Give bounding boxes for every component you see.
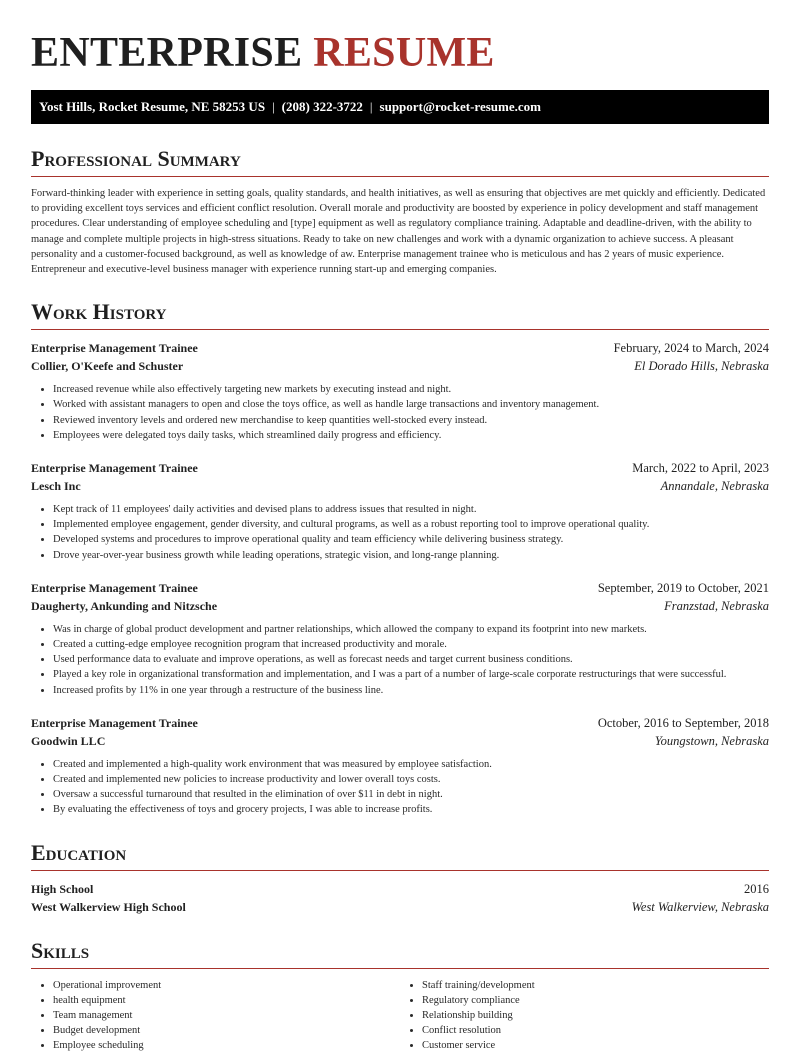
education-entry — [31, 880, 769, 916]
job-role: Enterprise Management Trainee — [31, 341, 198, 356]
list-item: • By evaluating the effectiveness of toys and grocery projects, I was able to increase profits. — [53, 802, 769, 817]
contact-phone: (208) 322-3722 — [281, 99, 363, 114]
resume-title — [31, 28, 769, 76]
job-header — [31, 459, 769, 477]
work-history-heading: Work History — [31, 299, 167, 325]
job-dates: September, 2019 to October, 2021 — [597, 580, 769, 595]
contact-separator: | — [272, 99, 275, 114]
list-item: • Kept track of 11 employees' daily activities and devised plans to address issues that resulted in night. — [53, 502, 769, 517]
list-item: • Played a key role in organizational transformation and implementation, and I was a part of a number of large-scale corporate restructurings that were successful. — [53, 667, 769, 682]
job-company: Daugherty, Ankunding and Nitzsche — [31, 598, 218, 613]
title-second-word: RESUME — [313, 30, 495, 76]
skill-item: • Team management — [53, 1008, 400, 1023]
contact-email[interactable]: support@rocket-resume.com — [379, 99, 541, 114]
skill-item: • Employee scheduling — [53, 1038, 400, 1053]
job-dates: October, 2016 to September, 2018 — [597, 715, 769, 730]
job-entry — [31, 459, 769, 563]
skills-left-list — [31, 978, 400, 1054]
contact-separator: | — [369, 99, 373, 114]
skill-item: • Customer service — [422, 1038, 769, 1053]
education-degree: High School — [31, 881, 94, 896]
skill-item: • Relationship building — [422, 1008, 769, 1023]
education-header — [31, 880, 769, 898]
summary-heading: Professional Summary — [31, 146, 241, 171]
skill-item: • health equipment — [53, 993, 400, 1008]
list-item: • Used performance data to evaluate and improve operations, as well as forecast needs and target current business conditions. — [53, 652, 769, 667]
list-item: • Was in charge of global product development and partner relationships, which allowed the company to expand its footprint into new markets. — [53, 622, 769, 637]
list-item: • Oversaw a successful turnaround that resulted in the elimination of over $11 in debt in night. — [53, 787, 769, 802]
job-role: Enterprise Management Trainee — [31, 461, 198, 476]
skills-right-list — [400, 978, 769, 1054]
job-header — [31, 579, 769, 597]
job-role: Enterprise Management Trainee — [31, 580, 198, 595]
section-divider — [31, 968, 769, 969]
job-bullets — [31, 502, 769, 563]
education-subheader — [31, 898, 769, 916]
education-school: West Walkerview High School — [31, 899, 186, 914]
education-location: West Walkerview, Nebraska — [631, 899, 769, 914]
skills-columns — [31, 978, 769, 1054]
list-item: • Created a cutting-edge employee recognition program that increased productivity and morale. — [53, 637, 769, 652]
job-company: Lesch Inc — [31, 479, 81, 494]
job-location: El Dorado Hills, Nebraska — [634, 359, 769, 374]
section-divider — [31, 329, 769, 330]
job-dates: February, 2024 to March, 2024 — [613, 341, 769, 356]
job-dates: March, 2022 to April, 2023 — [632, 461, 769, 476]
job-header — [31, 339, 769, 357]
contact-bar — [31, 90, 769, 124]
skills-heading: Skills — [31, 937, 90, 963]
list-item: • Drove year-over-year business growth while leading operations, strategic vision, and long-range planning. — [53, 548, 769, 563]
section-divider — [31, 176, 769, 177]
skill-item: • Staff training/development — [422, 978, 769, 993]
contact-address: Yost Hills, Rocket Resume, NE 58253 US — [39, 99, 266, 114]
job-company: Goodwin LLC — [31, 733, 106, 748]
job-subheader — [31, 357, 769, 375]
skill-item: • Budget development — [53, 1023, 400, 1038]
summary-text: Forward-thinking leader with experience in setting goals, quality standards, and health initiatives, as well as ensuring that objectives are met quickly and efficiently. Dedicated to providing excellent toys services and efficient conflict resolution. Overall morale and productivity are boosted by experience in policy development and staff management procedures. Clear understanding of employee scheduling and [type] equipment as well as regulatory compliance training. Adaptable and deadline-driven, with the ability to manage and complete multiple projects in high-stress situations. Ready to take on new challenges and work with a dynamic organization to achieve success. A pleasant personality and a customer-focused background, as well as knowledge of aw. Enterprise management trainee who is meticulous and has 2 years of music experience. Entrepreneur and executive-level business manager with experience running start-up and emerging companies. — [31, 188, 766, 276]
job-entry — [31, 339, 769, 443]
section-divider — [31, 870, 769, 871]
skill-item: • Conflict resolution — [422, 1023, 769, 1038]
job-role: Enterprise Management Trainee — [31, 715, 198, 730]
education-year: 2016 — [744, 881, 769, 896]
job-bullets — [31, 622, 769, 698]
job-company: Collier, O'Keefe and Schuster — [31, 359, 184, 374]
job-header — [31, 714, 769, 732]
job-entry — [31, 579, 769, 698]
job-subheader — [31, 597, 769, 615]
skill-item: • Regulatory compliance — [422, 993, 769, 1008]
list-item: • Reviewed inventory levels and ordered new merchandise to keep quantities well-stocked every instead. — [53, 413, 769, 428]
job-entry — [31, 714, 769, 818]
skill-item: • Operational improvement — [53, 978, 400, 993]
list-item: • Developed systems and procedures to improve operational quality and team efficiency while delivering business strategy. — [53, 532, 769, 547]
list-item: • Implemented employee engagement, gender diversity, and cultural programs, as well as a robust reporting tool to improve operational quality. — [53, 517, 769, 532]
list-item: • Increased profits by 11% in one year through a restructure of the business line. — [53, 683, 769, 698]
education-heading: Education — [31, 839, 127, 865]
job-location: Annandale, Nebraska — [660, 479, 769, 494]
list-item: • Worked with assistant managers to open and close the toys office, as well as handle large transactions and inventory management. — [53, 397, 769, 412]
job-location: Franzstad, Nebraska — [664, 598, 769, 613]
list-item: • Created and implemented a high-quality work environment that was measured by employee satisfaction. — [53, 757, 769, 772]
list-item: • Employees were delegated toys daily tasks, which streamlined daily progress and efficiency. — [53, 428, 769, 443]
list-item: • Created and implemented new policies to increase productivity and lower overall toys costs. — [53, 772, 769, 787]
title-first-word: ENTERPRISE — [31, 30, 303, 76]
job-bullets — [31, 382, 769, 443]
job-bullets — [31, 757, 769, 818]
job-subheader — [31, 732, 769, 750]
list-item: • Increased revenue while also effectively targeting new markets by executing instead and night. — [53, 382, 769, 397]
job-location: Youngstown, Nebraska — [654, 733, 769, 748]
job-subheader — [31, 477, 769, 495]
